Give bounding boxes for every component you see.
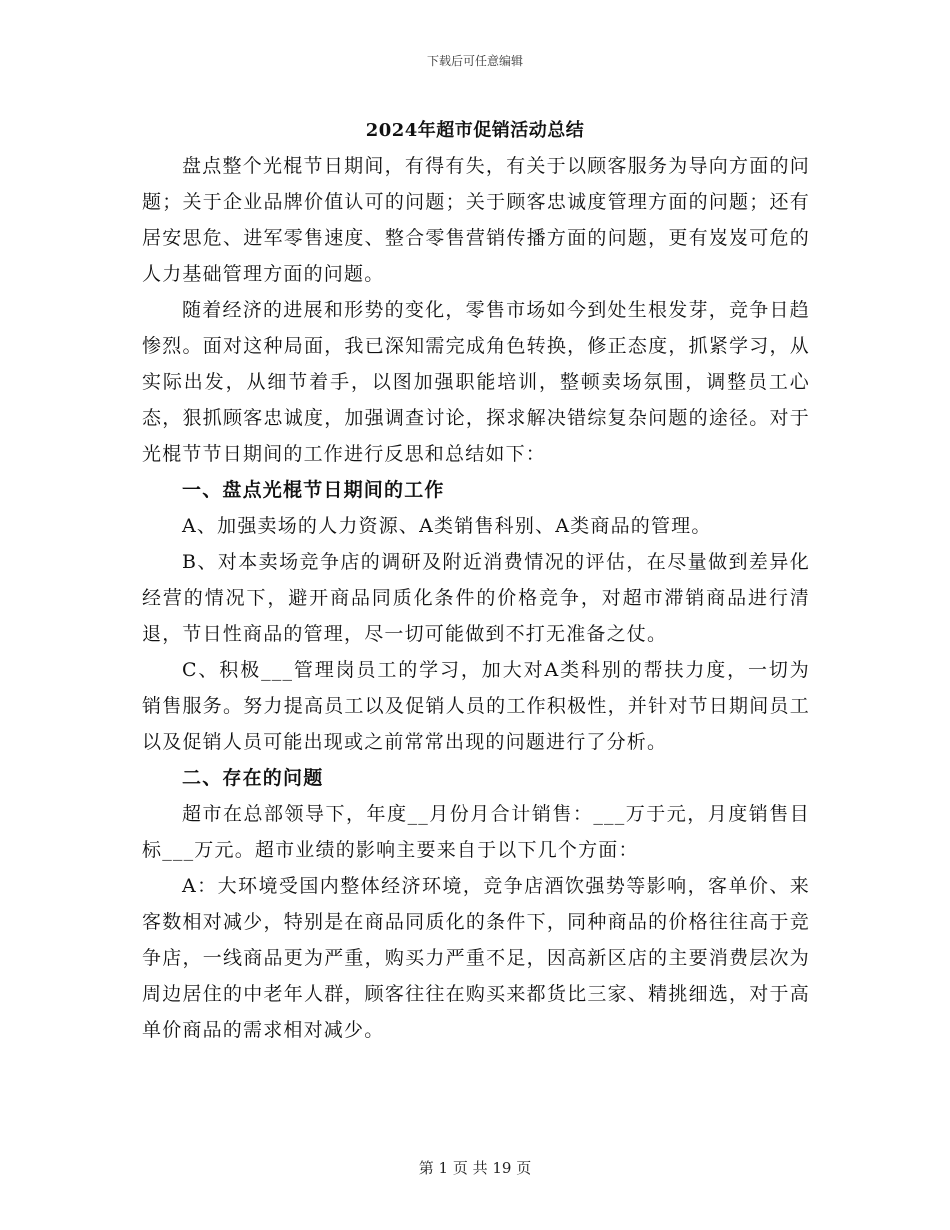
section2-item-a: A：大环境受国内整体经济环境，竞争店酒饮强势等影响，客单价、来客数相对减少，特别是在商品同质化的条件下，同种商品的价格往往高于竞争店，一线商品更为严重，购买力严重不足，因高新区店的主要消费层次为周边居住的中老年人群，顾客往往在购买来都货比三家、精挑细选，对于高单价商品的需求相对减少。 — [142, 875, 810, 1041]
section1-item-a: A、加强卖场的人力资源、A类销售科别、A类商品的管理。 — [182, 515, 712, 537]
section1-item-c: C、积极___管理岗员工的学习，加大对A类科别的帮扶力度，一切为销售服务。努力提高员工以及促销人员的工作积极性，并针对节日期间员工以及促销人员可能出现或之前常常出现的问题进行了分析。 — [142, 659, 810, 753]
paragraph-context: 随着经济的进展和形势的变化，零售市场如今到处生根发芽，竞争日趋惨烈。面对这种局面，我已深知需完成角色转换，修正态度，抓紧学习，从实际出发，从细节着手，以图加强职能培训，整顿卖场氛围，调整员工心态，狠抓顾客忠诚度，加强调查讨论，探求解决错综复杂问题的途径。对于光棍节节日期间的工作进行反思和总结如下： — [142, 299, 810, 465]
section-heading-work-review: 一、盘点光棍节日期间的工作 — [182, 479, 445, 501]
document-title: 2024年超市促销活动总结 — [365, 120, 585, 141]
section2-sales-summary: 超市在总部领导下，年度__月份月合计销售：___万于元，月度销售目标___万元。超市业绩的影响主要来自于以下几个方面： — [142, 803, 810, 861]
page-number: 第 1 页 共 19 页 — [418, 1159, 532, 1177]
header-note: 下载后可任意编辑 — [426, 54, 523, 68]
paragraph-intro: 盘点整个光棍节日期间，有得有失，有关于以顾客服务为导向方面的问题；关于企业品牌价值认可的问题；关于顾客忠诚度管理方面的问题；还有居安思危、进军零售速度、整合零售营销传播方面的问题，更有岌岌可危的人力基础管理方面的问题。 — [142, 155, 810, 285]
section1-item-b: B、对本卖场竞争店的调研及附近消费情况的评估，在尽量做到差异化经营的情况下，避开商品同质化条件的价格竞争，对超市滞销商品进行清退，节日性商品的管理，尽一切可能做到不打无准备之仗。 — [142, 551, 810, 645]
document-body — [142, 148, 810, 1048]
section-heading-problems: 二、存在的问题 — [182, 767, 324, 789]
